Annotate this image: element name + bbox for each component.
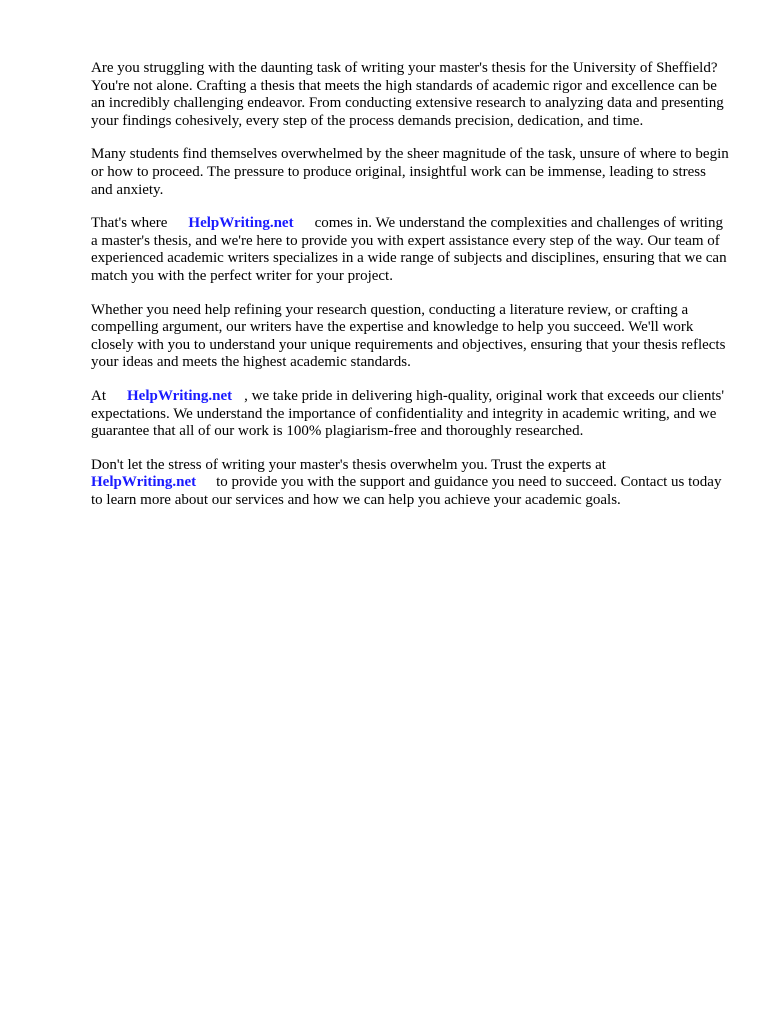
paragraph-thats-where-lead: That's where [91, 215, 168, 232]
paragraph-at [91, 388, 731, 441]
paragraph-overwhelmed-text: Many students find themselves overwhelmed by the sheer magnitude of the task, unsure of where to begin or how to proceed. The pressure to produce original, insightful work can be immense, leading to stress and anxiety. [91, 146, 729, 198]
paragraph-closing-rest: to provide you with the support and guidance you need to succeed. Contact us today to learn more about our services and how we can help you achieve your academic goals. [91, 474, 722, 508]
paragraph-whether [91, 302, 731, 372]
document-body [91, 60, 731, 525]
paragraph-whether-text: Whether you need help refining your research question, conducting a literature review, or crafting a compelling argument, our writers have the expertise and knowledge to help you succeed. We'll work closely with you to understand your unique requirements and objectives, ensuring that your thesis reflects your ideas and meets the highest academic standards. [91, 301, 726, 371]
helpwriting-link-2[interactable]: HelpWriting.net [127, 387, 233, 404]
paragraph-intro-text: Are you struggling with the daunting task of writing your master's thesis for the University of Sheffield? You're not alone. Crafting a thesis that meets the high standards of academic rigor and excellence can be an incredibly challenging endeavor. From conducting extensive research to analyzing data and presenting your findings cohesively, every step of the process demands precision, dedication, and time. [91, 60, 724, 129]
paragraph-at-lead: At [91, 387, 106, 404]
paragraph-intro [91, 60, 731, 130]
helpwriting-link-3[interactable]: HelpWriting.net [91, 474, 197, 491]
paragraph-thats-where-rest: comes in. We understand the complexities and challenges of writing a master's thesis, and we're here to provide you with expert assistance every step of the way. Our team of experienced academic writers specializes in a wide range of subjects and disciplines, ensuring that we can match you with the perfect writer for your project. [91, 215, 727, 284]
helpwriting-link-1[interactable]: HelpWriting.net [188, 215, 294, 232]
paragraph-thats-where [91, 215, 731, 285]
paragraph-overwhelmed [91, 146, 731, 199]
paragraph-at-rest: , we take pride in delivering high-quality, original work that exceeds our clients' expectations. We understand the importance of confidentiality and integrity in academic writing, and we guarantee that all of our work is 100% plagiarism-free and thoroughly researched. [91, 387, 725, 440]
paragraph-closing [91, 457, 731, 510]
paragraph-closing-lead: Don't let the stress of writing your master's thesis overwhelm you. Trust the experts at [91, 456, 606, 473]
